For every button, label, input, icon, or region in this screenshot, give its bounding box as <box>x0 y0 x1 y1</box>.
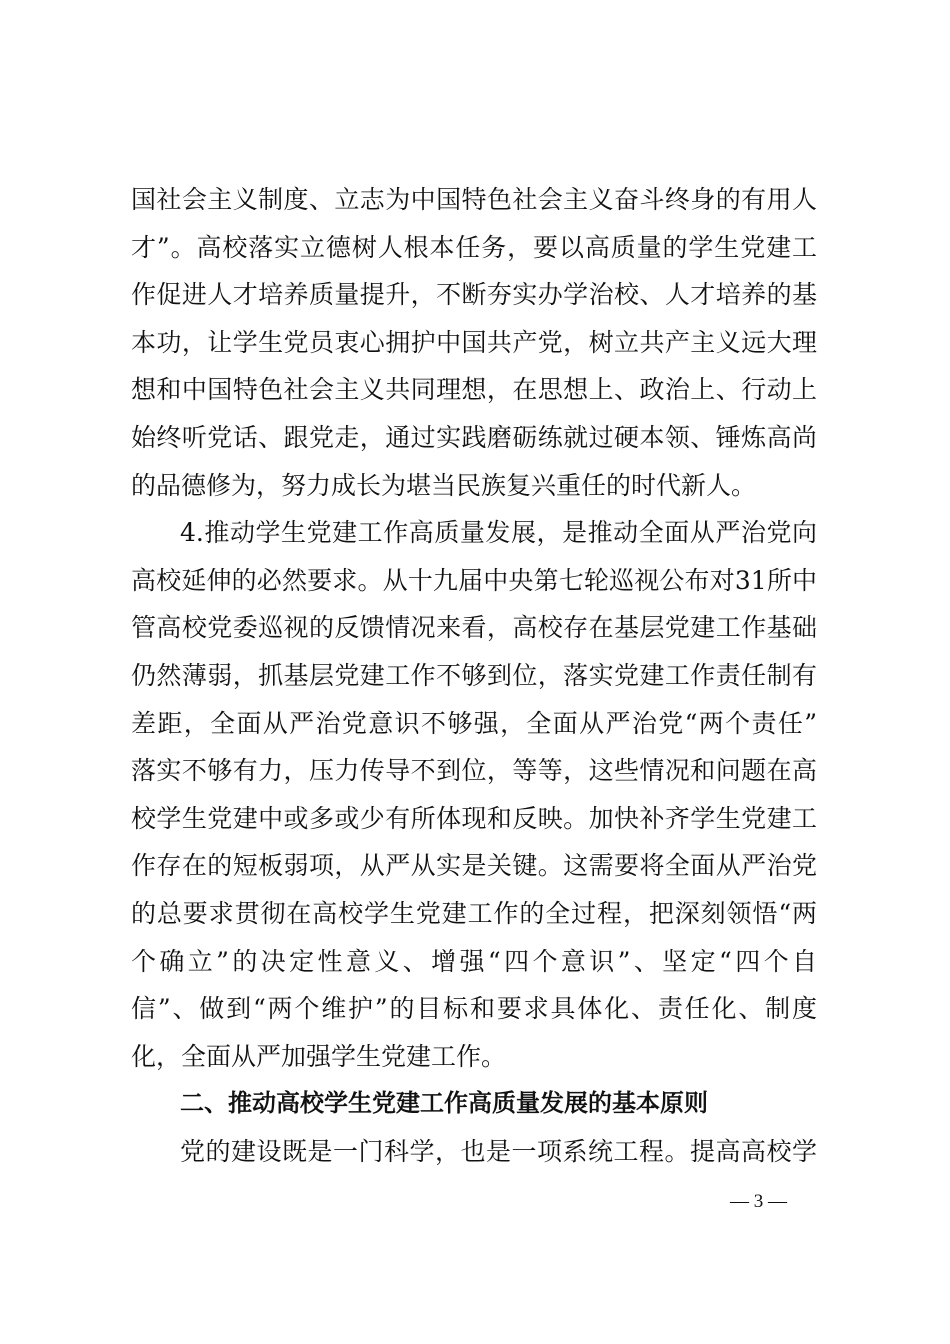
text-line: 想和中国特色社会主义共同理想，在思想上、政治上、行动上 <box>131 375 817 405</box>
text-line: 落实不够有力，压力传导不到位，等等，这些情况和问题在高 <box>131 756 817 786</box>
text-line: 才”。高校落实立德树人根本任务，要以高质量的学生党建工 <box>131 232 817 262</box>
text-line: 本功，让学生党员衷心拥护中国共产党，树立共产主义远大理 <box>131 327 817 357</box>
section-heading: 二、推动高校学生党建工作高质量发展的基本原则 <box>180 1089 708 1118</box>
paragraph-3 <box>131 1128 817 1176</box>
text-line: 校学生党建中或多或少有所体现和反映。加快补齐学生党建工 <box>131 803 817 833</box>
page-number: — 3 — <box>730 1191 787 1212</box>
paragraph-1 <box>131 176 817 509</box>
text-line: 作存在的短板弱项，从严从实是关键。这需要将全面从严治党 <box>131 851 817 881</box>
text-line: 始终听党话、跟党走，通过实践磨砺练就过硬本领、锤炼高尚 <box>131 422 817 452</box>
text-line: 信”、做到“两个维护”的目标和要求具体化、责任化、制度 <box>131 994 817 1024</box>
text-line: 4.推动学生党建工作高质量发展，是推动全面从严治党向 <box>180 518 817 548</box>
paragraph-2 <box>131 509 817 1080</box>
text-line: 仍然薄弱，抓基层党建工作不够到位，落实党建工作责任制有 <box>131 660 817 690</box>
text-line: 化，全面从严加强学生党建工作。 <box>131 1041 507 1071</box>
text-line: 差距，全面从严治党意识不够强，全面从严治党“两个责任” <box>131 708 817 738</box>
text-line: 的品德修为，努力成长为堪当民族复兴重任的时代新人。 <box>131 470 757 500</box>
text-line: 作促进人才培养质量提升，不断夯实办学治校、人才培养的基 <box>131 280 817 310</box>
text-line: 管高校党委巡视的反馈情况来看，高校存在基层党建工作基础 <box>131 613 817 643</box>
text-line: 个确立”的决定性意义、增强“四个意识”、坚定“四个自 <box>131 946 818 976</box>
text-line: 高校延伸的必然要求。从十九届中央第七轮巡视公布对31所中 <box>131 565 817 595</box>
document-body <box>131 176 817 1175</box>
text-line: 党的建设既是一门科学，也是一项系统工程。提高高校学 <box>180 1136 817 1166</box>
text-line: 的总要求贯彻在高校学生党建工作的全过程，把深刻领悟“两 <box>131 898 817 928</box>
text-line: 国社会主义制度、立志为中国特色社会主义奋斗终身的有用人 <box>131 185 817 214</box>
